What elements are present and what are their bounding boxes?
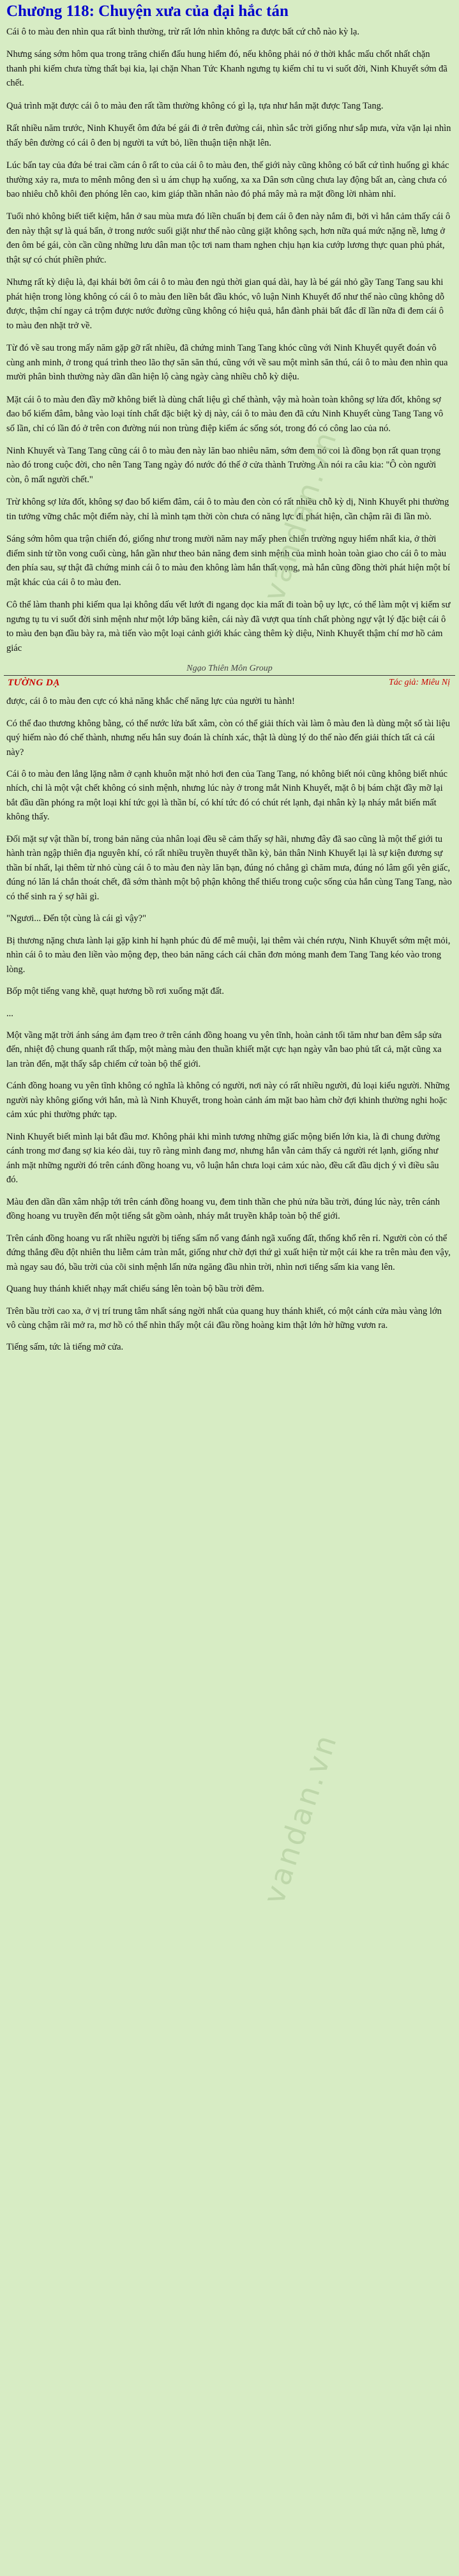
paragraph: Mặt cái ô to màu đen đầy mỡ không biết là dùng chất liệu gì chế thành, vậy mà hoàn toàn không sợ lửa đốt, không sợ đao bổ kiếm đâm, bằng vào loại tính chất đặc biệt kỳ dị này, cái ô to màu đen đã cứu Ninh Khuyết cùng Tang Tang vô số lần, chỉ có lần đó ở trên con đường núi non trùng điệp kiếm ác sống sót, trong đó có công lao của nó. xyxy=(6,394,444,434)
paragraph: Cánh đồng hoang vu yên tĩnh không có nghĩa là không có người, nơi này có rất nhiều người, đủ loại kiểu người. Những người này không giống với hắn, mà là Ninh Khuyết, trong hoàn cảnh ám mặt bao hàm chờ đợi khinh thường nghi hoặc cảm xúc phi thường phức tạp. xyxy=(6,1081,450,1120)
paragraph: Một vầng mặt trời ánh sáng ảm đạm treo ở trên cánh đồng hoang vu yên tĩnh, hoàn cảnh tối tăm như ban đêm sắp sửa đến, nhiệt độ chung quanh rất thấp, một màng màu đen thuần khiết mặt cực hạn ngày vẫn bao phủ tất cả, mặt cũng xa lan tràn đến, mặt thấy sắp chiếm cứ toàn bộ thế giới. xyxy=(6,1030,442,1069)
paragraph: Có thể đao thương không bằng, có thể nước lửa bất xâm, còn có thể giải thích vài làm ô màu đen là dùng một số tài liệu quý hiếm nào đó chế thành, nhưng nếu hắn suy đoán là chính xác, thật là dùng lý do thế nào đến giải thích tất cả cái này? xyxy=(6,718,450,758)
series-header xyxy=(0,676,459,690)
paragraph: Cô thể làm thanh phi kiếm qua lại không dấu vết lướt đi ngang dọc kia mất đi toàn bộ uy lực, có thể làm một vị kiếm sư ngưng tụ tu vi suốt đời sinh mệnh như một lớp băng kiên, cái này đã vượt qua tính chất phòng ngự vật lý đặc biệt cái ô to màu đen bạn đầu bày ra, mà tiến vào một loại cảnh giới khác càng thêm kỳ diệu, Ninh Khuyết thậm chí mơ hồ cảm giác xyxy=(6,600,451,653)
paragraph: Lúc bấn tay của đứa bé trai cầm cán ô rất to của cái ô to màu đen, thế giới này cũng không có bất cứ tình huống gì khác thường xảy ra, mưa to mênh mông đen sì u ám chụp hạ xuống, xa xa Dân sơn cũng chưa lay động bất an, càng chưa có bao nhiêu chỗ khôi đen phóng lên cao, kim giáp thần nhân nào đó phá mây mà ra mặt đồng lời nhàm nhỉ. xyxy=(6,160,449,199)
paragraph: Trên cánh đồng hoang vu rất nhiều người bị tiếng sấm nổ vang đánh ngã xuống đất, thống khổ rên rỉ. Người còn có thể đứng thẳng đều đột nhiên thu liễm cảm tràn mắt, giống như chờ đợi thứ gì xuất hiện từ một cái khe ra trên màu đen vậy, mà ngay sau đó, bầu trời của cõi sinh mệnh lấn nửa ngăng đầu nhìn trời, nhìn nơi tiếng sấm kia vang lên. xyxy=(6,1233,451,1272)
paragraph: Ninh Khuyết và Tang Tang cũng cái ô to màu đen này lăn bao nhiêu năm, sớm đem nó coi là đồng bọn rất quan trọng nào đó trong cuộc đời, cho nên Tang Tang ngày đó nước đó thế ở cửa thành Trường An nói ra câu kia: "Ô còn người còn, ô mất người chết." xyxy=(6,446,441,485)
author-line: Tác giả: Miêu Nị xyxy=(388,678,450,688)
page-divider xyxy=(0,664,459,694)
paragraph: Nhưng rất kỳ diệu là, đại khái bởi ôm cái ô to màu đen ngủ thời gian quá dài, hay là bé gái nhỏ gầy Tang Tang sau khi phát hiện trong lòng không có cái ô to màu đen liền bắt đầu khóc, vô luận Ninh Khuyết đổ như thế nào cũng không dỗ được, thậm chí ngay cả trộm được nước đường cũng không có hiệu quả, hắn đành phải bất đắc dĩ lần nữa đi đem cái ô to màu đen nhặt trở về. xyxy=(6,277,445,331)
paragraph: Tiếng sấm, tức là tiếng mở cửa. xyxy=(6,1342,124,1353)
paragraph: Bốp một tiếng vang khẽ, quạt hương bồ rơi xuống mặt đất. xyxy=(6,986,224,997)
paragraph: Đối mặt sự vật thần bí, trong bản năng của nhân loại đều sẽ cảm thấy sợ hãi, nhưng đây đã sao cũng là một thế giới tu hành tràn ngập thiên địa nguyên khí, có rất nhiều truyền thuyết thần kỳ, bản thân Ninh Khuyết lại là sự kiện đương sự thần bí nhất, lại thêm từ nhỏ cùng cái ô to màu đen này lăn bạn, đúng nó chẳng gì chăm mưa, đúng nó lâm gối yên giấc, đúng nó lăn lá chắn thoát chết, đã sớm thành một bộ phận không thể thiếu trong cuộc sống của hắn cùng Tang Tang, nào có thể sinh ra ý sợ hãi gì. xyxy=(6,834,452,902)
chapter-title: Chương 118: Chuyện xưa của đại hắc tán xyxy=(6,3,289,20)
paragraph: Nhưng sáng sớm hôm qua trong trăng chiến đấu hung hiểm đó, nếu không phải nó ở thời khắc mấu chốt nhất chặn thanh phi kiếm chưa từng thất bại kia, lại chặn Nhan Tức Khanh ngưng tụ kiếm chỉ tu vi suốt đời, Ninh Khuyết sớm đã chết. xyxy=(6,49,448,89)
series-name: TƯỜNG DẠ xyxy=(8,678,60,689)
paragraph: ... xyxy=(6,1008,13,1019)
group-credit: Ngạo Thiên Môn Group xyxy=(186,664,273,674)
watermark: vandan.vn xyxy=(256,1728,344,1909)
paragraph: Màu đen dần dần xâm nhập tới trên cánh đồng hoang vu, đem tinh thần che phủ nửa bầu trời, đúng lúc này, trên cánh đồng hoang vu truyền đến một tiếng sắt gồm oành, nháy mắt truyền khắp toàn bộ thế giới. xyxy=(6,1196,440,1222)
paragraph: "Ngươi... Đến tột cùng là cái gì vậy?" xyxy=(6,913,147,924)
paragraph: được, cái ô to màu đen cực có khả năng khắc chế năng lực của người tu hành! xyxy=(6,696,295,707)
paragraph: Ninh Khuyết biết mình lại bắt đầu mơ. Không phải khi mình tương những giấc mộng biến lớn kia, là đi chung đường cánh trong mơ đang sợ kia kéo dài, tuy rõ ràng mình đang mơ, nhưng hắn vẫn cảm thấy cả người rét lạnh, giống như ánh mặt những người đó trên cánh đồng hoang vu, vô luận hắn chưa loại cảm xúc nào, đều cất đầu dịch ý vì điều sâu đó. xyxy=(6,1131,440,1185)
paragraph: Tuổi nhỏ không biết tiết kiệm, hắn ở sau mùa mưa đó liền chuẩn bị đem cái ô đen này nắm đi, bởi vì hắn cảm thấy cái ô đen này thật sự là quá bẩn, ở trong nước suối giặt như thế nào cũng giặt không sạch, hơn nữa quá mức nặng nề, lưng ở đen ôm bé gái, còn cần cũng những lưu dân man tộc tơi nam tham nghen chịu hạn kia cướp lương thực quan phủ phát, thật sự có chút phiền phức. xyxy=(6,211,451,265)
paragraph: Quang huy thánh khiết nhạy mất chiếu sáng lên toàn bộ bầu trời đêm. xyxy=(6,1284,264,1295)
paragraph: Từ đó về sau trong mấy năm gặp gỡ rất nhiều, đã chứng minh Tang Tang khóc cũng với Ninh Khuyết quyết đoán vô cùng anh minh, ở trong quá trình theo lão thợ săn săn thú, cũng với về sau một mình săn thú, cái ô to màu đen nhìn qua mười phân bình thường này dần dần hiện lộ càng ngày càng nhiều chỗ kỳ diệu. xyxy=(6,343,448,383)
paragraph: Trừ không sợ lửa đốt, không sợ đao bổ kiếm đâm, cái ô to màu đen còn có rất nhiều chỗ kỳ dị, Ninh Khuyết phi thường tin tưởng vững chắc một điểm này, chỉ là mình tạm thời còn chưa có năng lực đi phát hiện, cần chậm rãi đi lần mò. xyxy=(6,497,449,522)
paragraph: Cái ô to màu đen nhìn qua rất bình thường, trừ rất lớn nhìn không ra được bất cứ chỗ nào kỳ lạ. xyxy=(6,26,359,37)
paragraph: Bị thương nặng chưa lành lại gặp kinh hỉ hạnh phúc đủ để mê muội, lại thêm vài chén rượu, Ninh Khuyết sớm mệt mỏi, nhìn cái ô to màu đen liền vào mộng đẹp, theo bản năng cách cái chăn đơn mỏng manh đem Tang Tang kéo vào trong lòng. xyxy=(6,935,451,975)
paragraph: Cái ô to màu đen lẳng lặng nằm ở cạnh khuôn mặt nhỏ hơi đen của Tang Tang, nó không biết nói cũng không biết nhúc nhích, chỉ là một vật chết không có sinh mệnh, nhưng lúc này ở trong mắt Ninh Khuyết, mặt ô bị bám chặt đầy mỡ lại bắt đầu dần phóng ra một loại khí tức gọi là thần bí, có khí tức đó có chút rét lạnh, đại nhân kỳ lạ nháy mắt biến mất không thấy. xyxy=(6,768,448,823)
paragraph: Rất nhiều năm trước, Ninh Khuyết ôm đứa bé gái đi ở trên đường cái, nhìn sắc trời giống như sắp mưa, vừa vặn lại nhìn thấy bên đường có cái ô đen bị người ta vứt bỏ, liền thuận tiện nhặt lên. xyxy=(6,123,451,148)
watermark: vandan.vn xyxy=(256,425,344,606)
paragraph: Trên bầu trời cao xa, ở vị trí trung tâm nhất sáng ngời nhất của quang huy thánh khiết, có một cánh cửa màu vàng lớn vô cùng chậm rãi mở ra, mơ hồ có thể nhìn thấy một cái đầu rồng hoàng kim thật lớn hờ hững vươn ra. xyxy=(6,1306,442,1330)
paragraph: Sáng sớm hôm qua trận chiến đó, giống như trong mười năm nay mấy phen chiến trường nguy hiểm nhất kia, ở thời điểm sinh tử tồn vong cuối cùng, hắn gần như theo bản năng đem sinh mệnh của mình hoàn toàn giao cho cái ô to màu đen phía sau, sự thật đã chứng minh cái ô to màu đen không làm hắn thất vọng, mà hắn cũng đồng thời phát hiện một bí mật khác của cái ô to màu đen. xyxy=(6,534,451,588)
chapter-body-part-1 xyxy=(0,25,459,655)
paragraph: Quả trình mặt được cái ô to màu đen rất tầm thường không có gì lạ, tựa như hắn mặt được Tang Tang. xyxy=(6,100,384,111)
chapter-body-part-2 xyxy=(0,694,459,1355)
